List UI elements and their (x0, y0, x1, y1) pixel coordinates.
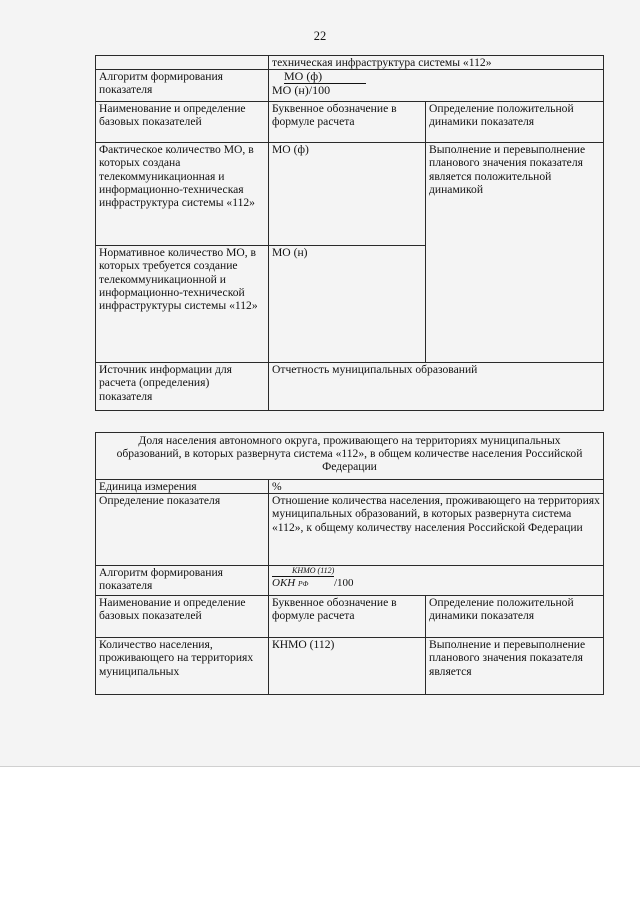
formula-divisor: /100 (334, 577, 354, 590)
fact-letter: МО (ф) (269, 143, 426, 246)
table-row (96, 596, 604, 638)
unit-label: Единица измерения (96, 480, 269, 494)
formula-numerator: КНМО (112) (292, 566, 335, 576)
infrastructure-cell: техническая инфраструктура системы «112» (269, 56, 604, 70)
page-number: 22 (313, 29, 327, 43)
population-name: Количество населения, проживающего на территориях муниципальных (96, 638, 269, 695)
table-row (96, 56, 604, 70)
population-dynamics: Выполнение и перевыполнение планового значения показателя является (426, 638, 604, 695)
indicator-table-2 (95, 432, 604, 695)
table-row (96, 433, 604, 480)
source-label: Источник информации для расчета (определения) показателя (96, 363, 269, 411)
indicator-title: Доля населения автономного округа, проживающего на территориях муниципальных образований, в которых развернута система «112», в общем количестве населения Российской Федерации (96, 433, 604, 480)
header-name: Наименование и определение базовых показателей (96, 102, 269, 143)
header-dynamics: Определение положительной динамики показателя (426, 102, 604, 143)
header-letter: Буквенное обозначение в формуле расчета (269, 596, 426, 638)
empty-cell (96, 56, 269, 70)
table-row (96, 494, 604, 566)
population-letter: КНМО (112) (269, 638, 426, 695)
unit-value: % (269, 480, 604, 494)
table-row (96, 480, 604, 494)
dynamics-value: Выполнение и перевыполнение планового значения показателя является положительной динамикой (426, 143, 604, 363)
norm-letter: МО (н) (269, 246, 426, 363)
norm-name: Нормативное количество МО, в которых требуется создание телекоммуникационной и информационно-технической инфраструктуры системы «112» (96, 246, 269, 363)
formula-denominator: МО (н)/100 (272, 83, 331, 98)
table-row (96, 638, 604, 695)
table-row (96, 363, 604, 411)
definition-value: Отношение количества населения, проживающего на территориях муниципальных образований, в которых развернута система «112», к общему количеству населения Российской Федерации (269, 494, 604, 566)
fact-name: Фактическое количество МО, в которых создана телекоммуникационная и информационно-техническая инфраструктура системы «112» (96, 143, 269, 246)
algorithm-label: Алгоритм формирования показателя (96, 566, 269, 596)
source-value: Отчетность муниципальных образований (269, 363, 604, 411)
algorithm-formula (269, 566, 604, 596)
table-row (96, 70, 604, 102)
table-row (96, 102, 604, 143)
table-row (96, 143, 604, 246)
formula-numerator: МО (ф) (284, 70, 366, 84)
definition-label: Определение показателя (96, 494, 269, 566)
header-letter: Буквенное обозначение в формуле расчета (269, 102, 426, 143)
formula-denominator: ОКН РФ (272, 576, 334, 590)
indicator-table-1 (95, 55, 604, 411)
header-name: Наименование и определение базовых показателей (96, 596, 269, 638)
table-row (96, 566, 604, 596)
algorithm-label: Алгоритм формирования показателя (96, 70, 269, 102)
algorithm-formula (269, 70, 604, 102)
header-dynamics: Определение положительной динамики показателя (426, 596, 604, 638)
